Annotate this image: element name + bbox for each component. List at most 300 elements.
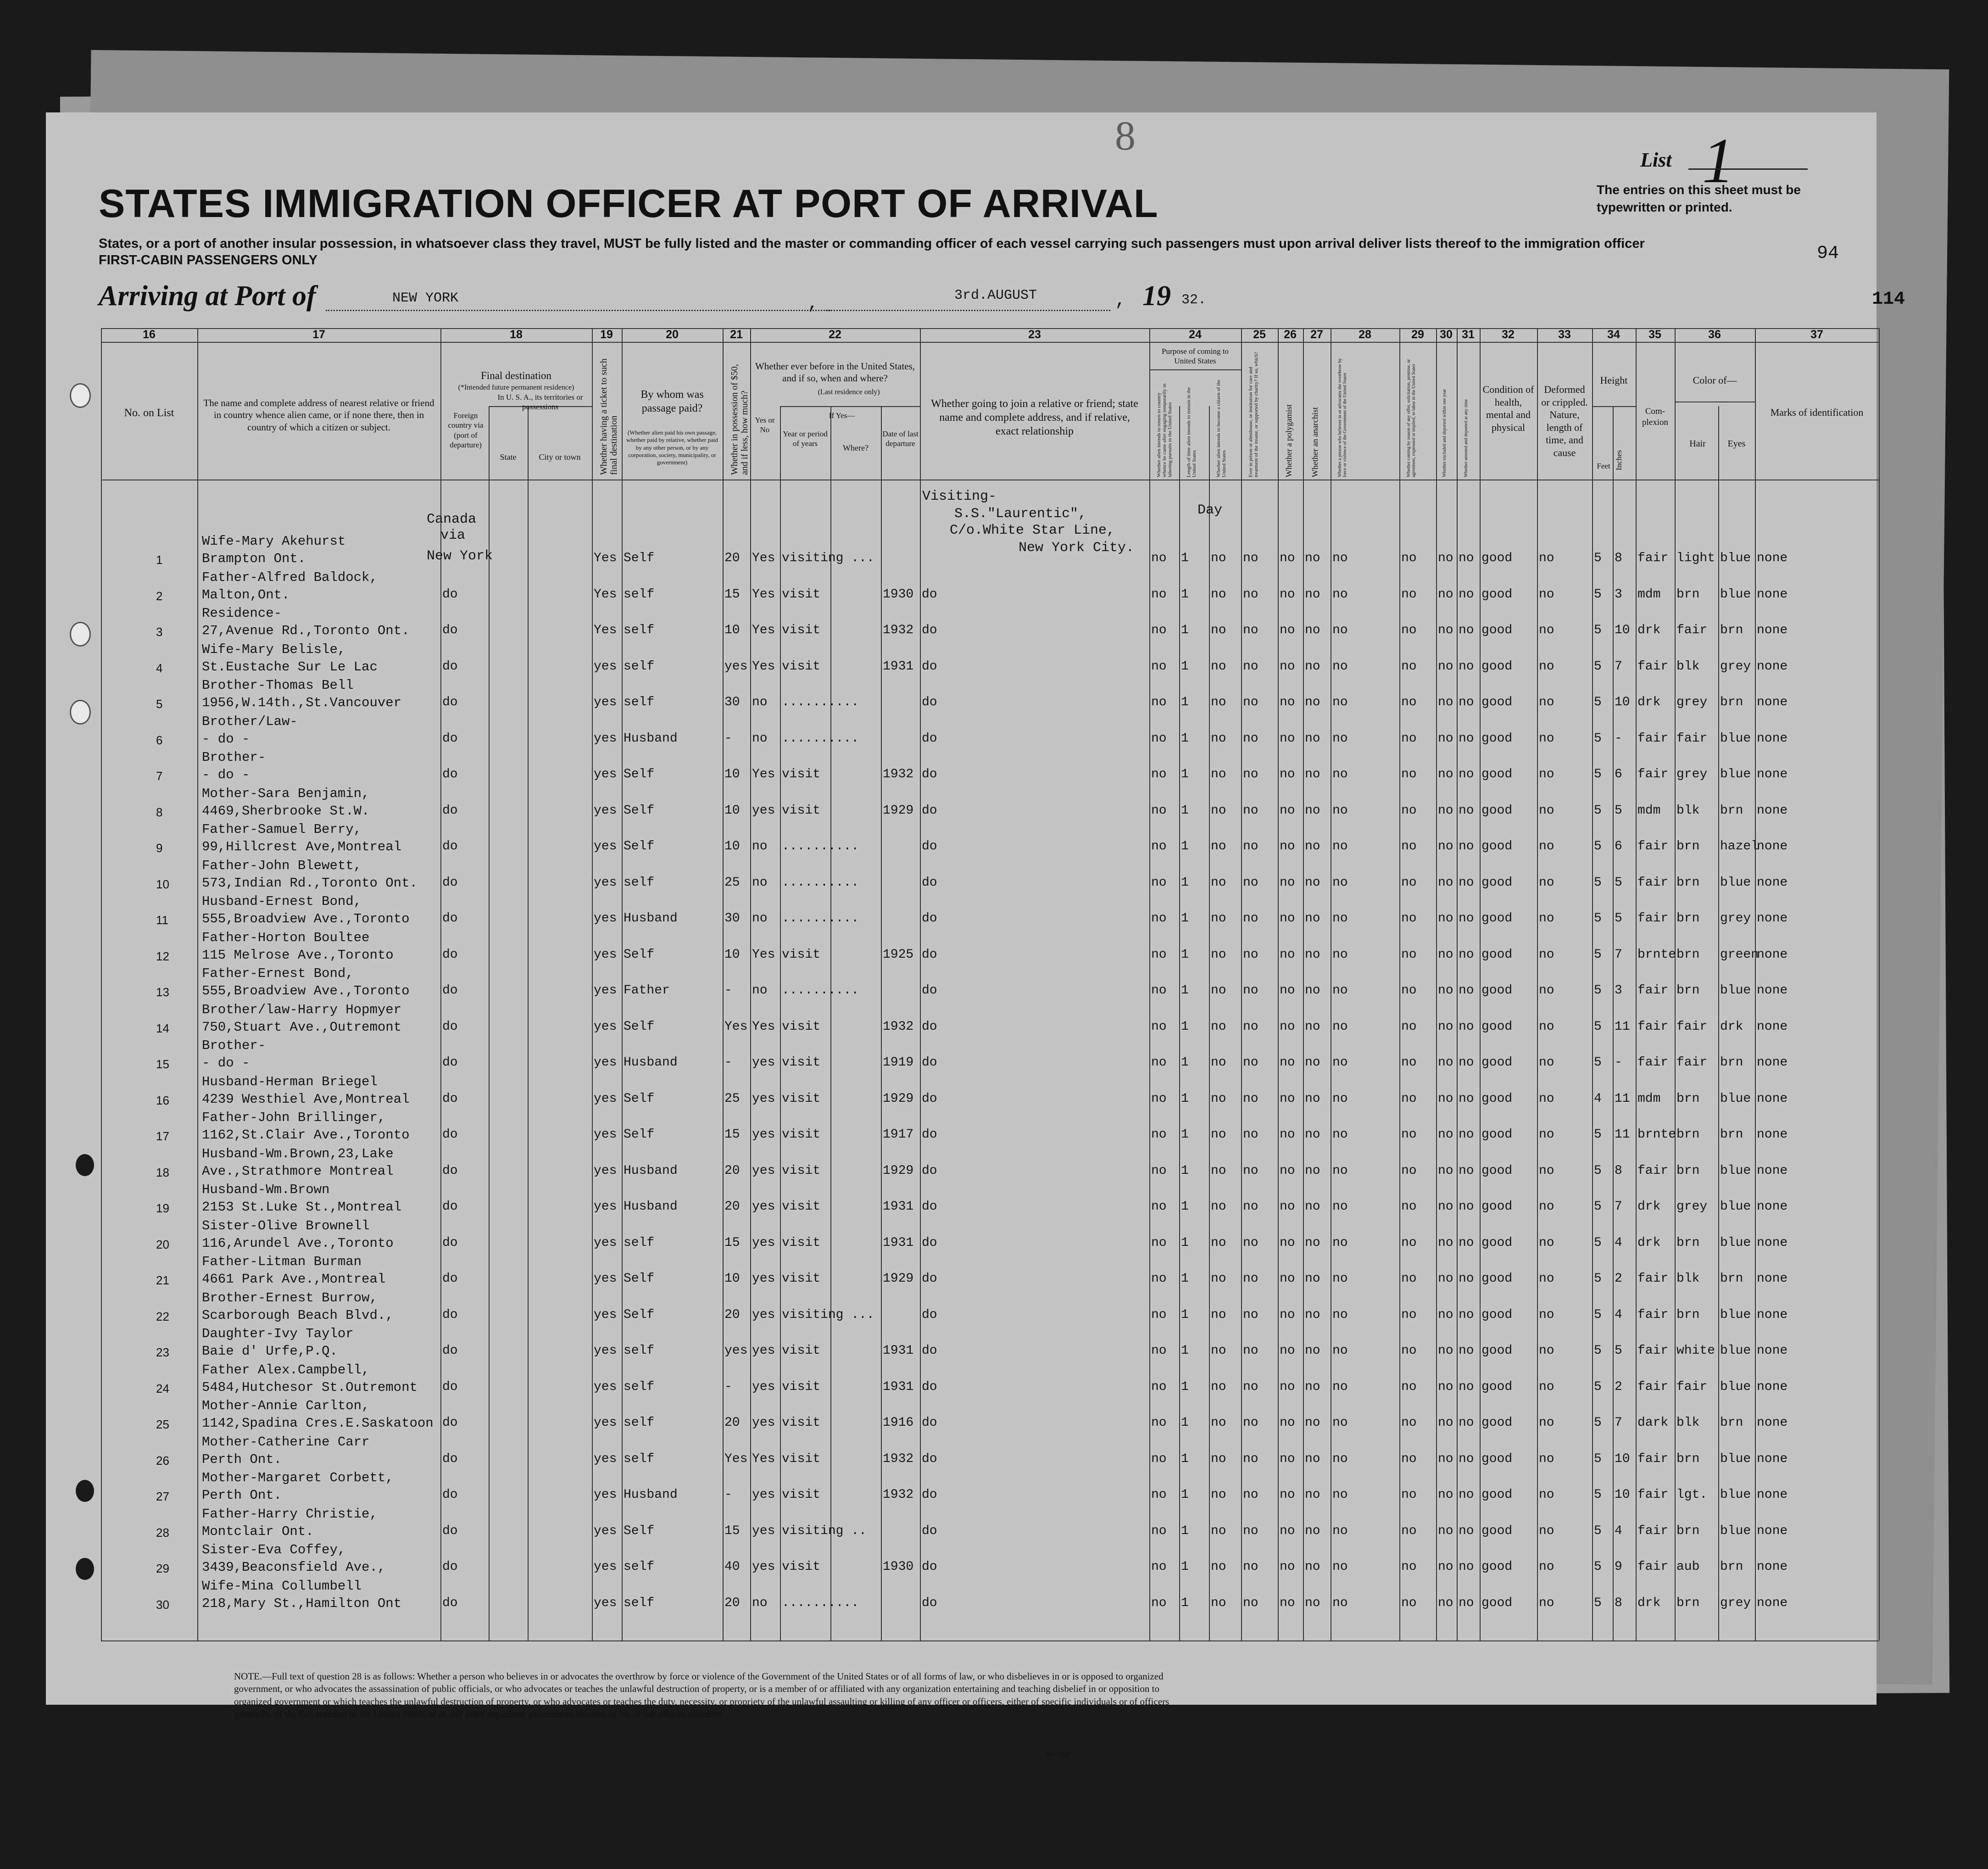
grid-line: [920, 328, 921, 1640]
relative-name: Husband-Wm.Brown,23,Lake: [202, 1146, 394, 1161]
cell-ft: 5: [1594, 551, 1602, 565]
cell-c27: no: [1305, 623, 1320, 637]
cell-join: do: [922, 659, 937, 674]
column-number: 22: [829, 328, 841, 341]
cell-paid: Self: [624, 767, 655, 781]
cell-join: do: [922, 1235, 937, 1250]
cell-paid: Father: [624, 983, 670, 998]
cell-paid: Husband: [624, 1200, 678, 1214]
cell-eyes: hazel: [1720, 839, 1759, 854]
cell-eyes: blue: [1720, 1235, 1751, 1250]
cell-money: -: [724, 1379, 732, 1394]
column-header-c18_state: State: [500, 452, 517, 462]
cell-ticket: yes: [594, 1560, 617, 1574]
cell-comp: fair: [1637, 659, 1669, 674]
cell-eyes: blue: [1720, 731, 1751, 746]
cell-c24c: no: [1211, 1019, 1226, 1034]
cell-c26: no: [1280, 1523, 1295, 1538]
cell-deformed: no: [1539, 1488, 1554, 1502]
relative-address: 4469,Sherbrooke St.W.: [202, 803, 370, 819]
cell-c25: no: [1243, 1019, 1259, 1034]
cell-before: yes: [752, 1416, 775, 1430]
cell-paid: self: [624, 659, 655, 674]
cell-c27: no: [1305, 1416, 1320, 1430]
cell-health: good: [1481, 623, 1513, 637]
row-number: 30: [156, 1597, 169, 1612]
cell-dest: do: [442, 1163, 458, 1178]
cell-c25: no: [1243, 551, 1259, 565]
cell-date: 1917: [883, 1127, 914, 1142]
cell-c24a: no: [1151, 659, 1167, 674]
relative-address: Baie d' Urfe,P.Q.: [202, 1344, 338, 1359]
cell-join: do: [922, 1560, 937, 1574]
cell-health: good: [1481, 1091, 1513, 1106]
cell-in: 5: [1615, 911, 1622, 926]
corner-mark: 8: [1115, 113, 1136, 159]
cell-period: ..........: [782, 875, 859, 890]
cell-eyes: brn: [1720, 1127, 1743, 1142]
cell-c24b: 1: [1181, 983, 1189, 998]
visiting-line: New York City.: [1019, 540, 1135, 556]
cell-dest: do: [442, 1019, 458, 1034]
cell-c24c: no: [1211, 1416, 1226, 1430]
cell-c28: no: [1332, 1379, 1348, 1394]
cell-c26: no: [1280, 659, 1295, 674]
cell-eyes: blue: [1720, 587, 1751, 602]
cell-c26: no: [1280, 911, 1295, 926]
cell-money: 40: [724, 1560, 740, 1574]
cell-c24c: no: [1211, 983, 1226, 998]
cell-hair: blk: [1676, 1272, 1700, 1286]
cell-date: 1931: [883, 1200, 914, 1214]
cell-c27: no: [1305, 695, 1320, 709]
cell-date: 1931: [883, 659, 914, 674]
cell-join: do: [922, 1596, 937, 1610]
column-header-c34_inches: Inches: [1615, 450, 1623, 470]
cell-paid: self: [624, 875, 655, 890]
cell-join: do: [922, 1344, 937, 1358]
cell-ticket: yes: [594, 875, 617, 890]
row-number: 18: [156, 1165, 169, 1179]
column-header-c22_sub: (Last residence only): [818, 388, 880, 396]
cell-ticket: yes: [594, 1488, 617, 1502]
column-header-c31: Whether arrested and deported at any time: [1464, 399, 1469, 477]
cell-c24b: 1: [1181, 1596, 1189, 1610]
cell-dest: do: [442, 1379, 458, 1394]
cell-c24c: no: [1211, 623, 1226, 637]
cell-c24c: no: [1211, 875, 1226, 890]
cell-c27: no: [1305, 767, 1320, 781]
cell-c30: no: [1438, 1488, 1453, 1502]
cell-deformed: no: [1539, 1416, 1554, 1430]
cell-eyes: blue: [1720, 875, 1751, 890]
cell-c31: no: [1459, 695, 1474, 709]
cell-dest: do: [442, 1344, 458, 1358]
cell-c24b: 1: [1181, 1560, 1189, 1574]
cell-hair: brn: [1676, 1307, 1700, 1322]
cell-comp: brnte: [1637, 1127, 1676, 1142]
cell-dest: do: [442, 1235, 458, 1250]
cell-period: visit: [782, 1560, 821, 1574]
cell-period: ..........: [782, 911, 859, 926]
cell-health: good: [1481, 1163, 1513, 1178]
cell-period: ..........: [782, 1596, 859, 1610]
cell-join: do: [922, 911, 937, 926]
cell-join: do: [922, 983, 937, 998]
column-header-c36: Color of—: [1693, 374, 1737, 386]
column-number: 26: [1284, 328, 1297, 341]
cell-period: visit: [782, 659, 821, 674]
cell-hair: grey: [1676, 1200, 1708, 1214]
cell-c25: no: [1243, 1127, 1259, 1142]
grid-line: [101, 328, 102, 1640]
cell-money: 15: [724, 1235, 740, 1250]
cell-c31: no: [1459, 587, 1474, 602]
cell-hair: brn: [1676, 983, 1700, 998]
cell-marks: none: [1757, 1596, 1788, 1610]
cell-join: do: [922, 1416, 937, 1430]
cell-date: 1916: [883, 1416, 914, 1430]
cell-c26: no: [1280, 1127, 1295, 1142]
cell-in: 3: [1615, 983, 1622, 998]
cell-c24a: no: [1151, 1488, 1167, 1502]
cell-comp: fair: [1637, 1451, 1669, 1466]
cell-c28: no: [1332, 875, 1348, 890]
stamp-number: 114: [1872, 289, 1905, 310]
cell-c28: no: [1332, 1307, 1348, 1322]
cell-c31: no: [1459, 1560, 1474, 1574]
cell-c29: no: [1401, 1235, 1417, 1250]
cell-marks: none: [1757, 1200, 1788, 1214]
cell-join: do: [922, 623, 937, 637]
cell-before: no: [752, 875, 768, 890]
cell-c24a: no: [1151, 803, 1167, 818]
relative-address: Montclair Ont.: [202, 1523, 314, 1539]
cell-dest: do: [442, 1091, 458, 1106]
cell-before: yes: [752, 1307, 775, 1322]
cell-in: 2: [1615, 1272, 1622, 1286]
cell-ft: 5: [1594, 1379, 1602, 1394]
cell-c24c: no: [1211, 839, 1226, 854]
cell-c31: no: [1459, 1019, 1474, 1034]
cell-c28: no: [1332, 1272, 1348, 1286]
cell-c27: no: [1305, 1127, 1320, 1142]
cell-c24a: no: [1151, 947, 1167, 962]
cell-comp: fair: [1637, 1379, 1669, 1394]
cell-health: good: [1481, 1560, 1513, 1574]
cell-c27: no: [1305, 1596, 1320, 1610]
cell-c28: no: [1332, 551, 1348, 565]
cell-paid: Husband: [624, 731, 678, 746]
cell-marks: none: [1757, 839, 1788, 854]
cell-money: 10: [724, 767, 740, 781]
grid-line: [1149, 369, 1241, 370]
cell-c29: no: [1401, 1091, 1417, 1106]
cell-marks: none: [1757, 1523, 1788, 1538]
cell-c26: no: [1280, 947, 1295, 962]
cell-ft: 5: [1594, 731, 1602, 746]
cell-c27: no: [1305, 839, 1320, 854]
cell-c29: no: [1401, 1379, 1417, 1394]
cell-marks: none: [1757, 803, 1788, 818]
cell-c31: no: [1459, 1596, 1474, 1610]
cell-c24b: 1: [1181, 1307, 1189, 1322]
canada-via-line: New York: [427, 548, 493, 564]
column-number: 21: [730, 328, 743, 341]
cell-c25: no: [1243, 587, 1259, 602]
cell-ticket: yes: [594, 1416, 617, 1430]
cell-period: visit: [782, 1127, 821, 1142]
cell-period: visit: [782, 1379, 821, 1394]
cell-c25: no: [1243, 1055, 1259, 1070]
column-header-c30: Whether excluded and deported within one year: [1442, 389, 1447, 477]
column-number: 29: [1411, 328, 1424, 341]
cell-c31: no: [1459, 767, 1474, 781]
cell-c25: no: [1243, 1272, 1259, 1286]
row-number: 16: [156, 1093, 169, 1107]
cell-hair: brn: [1676, 875, 1700, 890]
relative-address: 555,Broadview Ave.,Toronto: [202, 911, 410, 926]
cell-c30: no: [1438, 587, 1453, 602]
cell-marks: none: [1757, 1560, 1788, 1574]
cell-money: 20: [724, 1596, 740, 1610]
cell-c24c: no: [1211, 1596, 1226, 1610]
manifest-page: [46, 112, 1905, 1758]
cell-dest: do: [442, 731, 458, 746]
cell-deformed: no: [1539, 911, 1554, 926]
cell-c30: no: [1438, 983, 1453, 998]
cell-before: Yes: [752, 587, 775, 602]
column-header-c24c: Whether alien intends to become a citizen of the United States: [1216, 379, 1227, 477]
column-header-c29: Whether coming by reason of any offer, solicitation, promise, or agreement, expressed or implied, to labor in the United States: [1406, 359, 1416, 477]
cell-ticket: yes: [594, 1019, 617, 1034]
cell-comp: mdm: [1637, 1091, 1661, 1106]
cell-comp: fair: [1637, 839, 1669, 854]
cell-money: 15: [724, 587, 740, 602]
binder-hole: [70, 383, 91, 408]
cell-before: Yes: [752, 767, 775, 781]
cell-before: yes: [752, 1091, 775, 1106]
cell-paid: Self: [624, 1523, 655, 1538]
cell-health: good: [1481, 1019, 1513, 1034]
relative-name: Daughter-Ivy Taylor: [202, 1326, 354, 1341]
cell-comp: drk: [1637, 623, 1661, 637]
cell-deformed: no: [1539, 1019, 1554, 1034]
column-header-c33: Deformed or crippled. Nature, length of time, and cause: [1541, 384, 1588, 458]
cell-c28: no: [1332, 1163, 1348, 1178]
cell-marks: none: [1757, 1019, 1788, 1034]
cell-period: visit: [782, 1272, 821, 1286]
relative-name: Wife-Mary Belisle,: [202, 642, 346, 657]
cell-period: visiting ...: [782, 551, 874, 565]
cell-join: do: [922, 1091, 937, 1106]
cell-period: visit: [782, 1091, 821, 1106]
cell-health: good: [1481, 1379, 1513, 1394]
cell-deformed: no: [1539, 1560, 1554, 1574]
cell-c24a: no: [1151, 623, 1167, 637]
cell-c30: no: [1438, 1163, 1453, 1178]
cell-paid: self: [624, 623, 655, 637]
row-number: 1: [156, 553, 163, 567]
cell-in: 4: [1615, 1307, 1622, 1322]
cell-marks: none: [1757, 623, 1788, 637]
cell-in: 7: [1615, 1200, 1622, 1214]
row-number: 10: [156, 877, 169, 891]
relative-name: Husband-Herman Briegel: [202, 1074, 378, 1089]
cell-c25: no: [1243, 623, 1259, 637]
cell-ft: 5: [1594, 1019, 1602, 1034]
cell-dest: do: [442, 1127, 458, 1142]
cell-ft: 5: [1594, 1451, 1602, 1466]
cell-health: good: [1481, 1272, 1513, 1286]
cell-c30: no: [1438, 1523, 1453, 1538]
cell-hair: blk: [1676, 1416, 1700, 1430]
cell-c26: no: [1280, 1379, 1295, 1394]
cell-ticket: yes: [594, 947, 617, 962]
cell-c27: no: [1305, 803, 1320, 818]
cell-c31: no: [1459, 839, 1474, 854]
cell-c24a: no: [1151, 983, 1167, 998]
cell-c24c: no: [1211, 1379, 1226, 1394]
cell-c28: no: [1332, 623, 1348, 637]
column-header-c22_years: Year or period of years: [783, 430, 828, 448]
cell-c25: no: [1243, 1451, 1259, 1466]
cell-c24a: no: [1151, 1055, 1167, 1070]
cell-dest: do: [442, 1523, 458, 1538]
relative-address: Perth Ont.: [202, 1488, 282, 1503]
cell-c26: no: [1280, 695, 1295, 709]
cell-before: Yes: [752, 623, 775, 637]
cell-c27: no: [1305, 1163, 1320, 1178]
cell-dest: do: [442, 1307, 458, 1322]
class-line: FIRST-CABIN PASSENGERS ONLY: [99, 253, 317, 268]
cell-c27: no: [1305, 1488, 1320, 1502]
cell-period: visit: [782, 587, 821, 602]
cell-c30: no: [1438, 1272, 1453, 1286]
cell-c29: no: [1401, 551, 1417, 565]
cell-c26: no: [1280, 587, 1295, 602]
cell-paid: self: [624, 695, 655, 709]
cell-c24b: 1: [1181, 551, 1189, 565]
relative-name: Brother/law-Harry Hopmyer: [202, 1002, 402, 1017]
cell-period: visit: [782, 1200, 821, 1214]
cell-comp: fair: [1637, 731, 1669, 746]
cell-ticket: yes: [594, 983, 617, 998]
relative-name: Husband-Ernest Bond,: [202, 894, 362, 909]
cell-deformed: no: [1539, 587, 1554, 602]
cell-before: yes: [752, 1272, 775, 1286]
cell-date: 1929: [883, 1163, 914, 1178]
cell-c25: no: [1243, 1307, 1259, 1322]
cell-paid: Self: [624, 947, 655, 962]
cell-comp: fair: [1637, 1488, 1669, 1502]
cell-c30: no: [1438, 911, 1453, 926]
cell-eyes: blue: [1720, 767, 1751, 781]
cell-c24b: 1: [1181, 1127, 1189, 1142]
cell-c29: no: [1401, 1416, 1417, 1430]
cell-before: no: [752, 911, 768, 926]
column-header-c20_sub: (Whether alien paid his own passage, whether paid by relative, whether paid by any other person, or by any corporation, society, municipality, or government): [626, 429, 718, 466]
cell-paid: self: [624, 1596, 655, 1610]
cell-marks: none: [1757, 659, 1788, 674]
cell-c24c: no: [1211, 1272, 1226, 1286]
cell-dest: do: [442, 1200, 458, 1214]
cell-in: 7: [1615, 947, 1622, 962]
cell-period: visiting ..: [782, 1523, 867, 1538]
cell-hair: brn: [1676, 1091, 1700, 1106]
cell-deformed: no: [1539, 1235, 1554, 1250]
cell-comp: fair: [1637, 983, 1669, 998]
cell-comp: fair: [1637, 875, 1669, 890]
relative-address: 115 Melrose Ave.,Toronto: [202, 947, 394, 963]
cell-hair: brn: [1676, 911, 1700, 926]
cell-c24c: no: [1211, 1451, 1226, 1466]
cell-paid: Self: [624, 803, 655, 818]
cell-c24a: no: [1151, 911, 1167, 926]
cell-date: 1932: [883, 1451, 914, 1466]
port-row: [99, 280, 316, 312]
cell-money: 10: [724, 623, 740, 637]
cell-c29: no: [1401, 875, 1417, 890]
cell-before: Yes: [752, 947, 775, 962]
cell-ticket: yes: [594, 731, 617, 746]
cell-paid: Self: [624, 1127, 655, 1142]
cell-paid: self: [624, 1416, 655, 1430]
relative-name: Husband-Wm.Brown: [202, 1182, 330, 1197]
cell-c26: no: [1280, 1019, 1295, 1034]
cell-before: Yes: [752, 1451, 775, 1466]
cell-ticket: yes: [594, 695, 617, 709]
relative-name: Mother-Catherine Carr: [202, 1434, 370, 1450]
cell-paid: self: [624, 1235, 655, 1250]
cell-deformed: no: [1539, 551, 1554, 565]
cell-c24b: 1: [1181, 1200, 1189, 1214]
cell-c24a: no: [1151, 551, 1167, 565]
column-header-c27: Whether an anarchist: [1310, 407, 1320, 477]
cell-before: Yes: [752, 551, 775, 565]
cell-c29: no: [1401, 1560, 1417, 1574]
cell-c25: no: [1243, 1344, 1259, 1358]
column-number: 37: [1810, 328, 1823, 341]
cell-paid: self: [624, 587, 655, 602]
cell-health: good: [1481, 767, 1513, 781]
cell-health: good: [1481, 587, 1513, 602]
cell-dest: do: [442, 1416, 458, 1430]
cell-c25: no: [1243, 1596, 1259, 1610]
relative-address: St.Eustache Sur Le Lac: [202, 659, 378, 675]
cell-ticket: yes: [594, 1523, 617, 1538]
cell-c27: no: [1305, 1560, 1320, 1574]
cell-c27: no: [1305, 1235, 1320, 1250]
cell-deformed: no: [1539, 1163, 1554, 1178]
row-number: 11: [156, 913, 168, 927]
cell-c31: no: [1459, 731, 1474, 746]
relative-address: 99,Hillcrest Ave,Montreal: [202, 839, 402, 854]
cell-ft: 5: [1594, 947, 1602, 962]
cell-c28: no: [1332, 803, 1348, 818]
cell-ft: 5: [1594, 1523, 1602, 1538]
cell-ft: 5: [1594, 1272, 1602, 1286]
cell-c28: no: [1332, 983, 1348, 998]
cell-c30: no: [1438, 947, 1453, 962]
cell-eyes: blue: [1720, 1091, 1751, 1106]
cell-c25: no: [1243, 1200, 1259, 1214]
cell-health: good: [1481, 1523, 1513, 1538]
cell-health: good: [1481, 551, 1513, 565]
cell-date: 1930: [883, 1560, 914, 1574]
cell-c26: no: [1280, 623, 1295, 637]
cell-dest: do: [442, 983, 458, 998]
